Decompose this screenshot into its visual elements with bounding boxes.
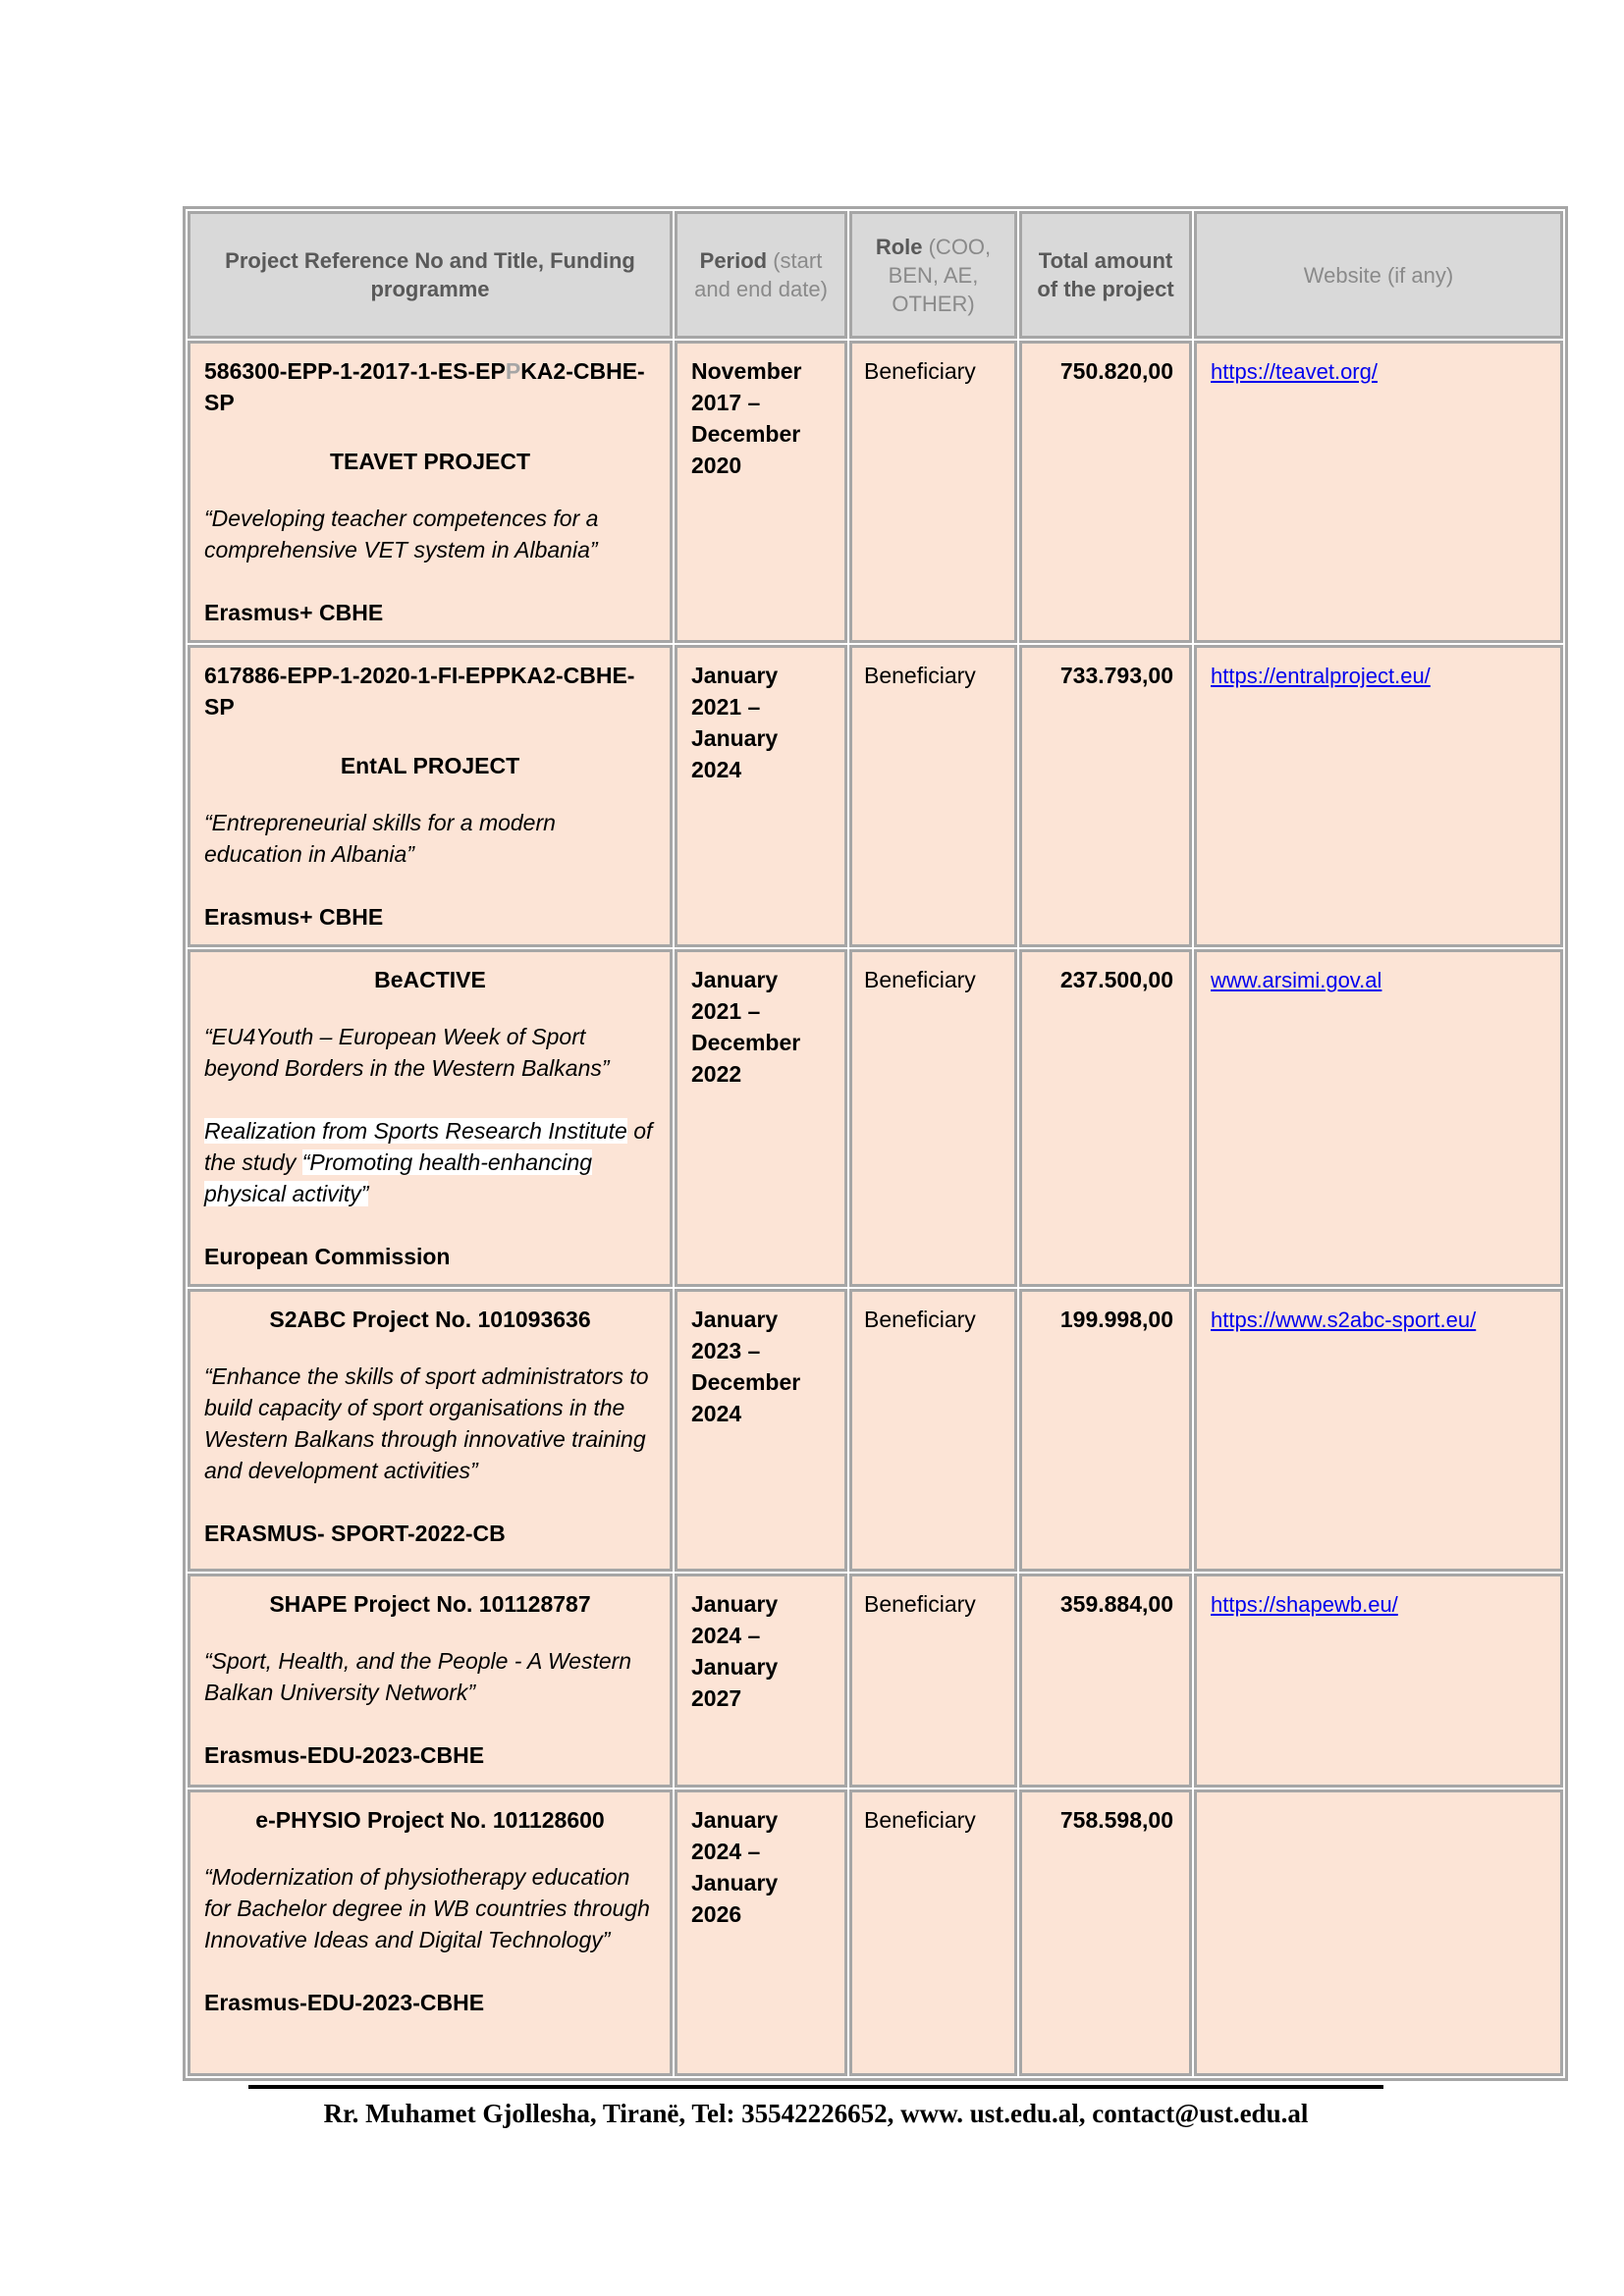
text-run: “Sport, Health, and the People - A Western Balkan University Network”	[204, 1648, 632, 1705]
text-run: Total amount of the project	[1037, 248, 1174, 301]
project-cell	[188, 1574, 673, 1788]
text-run: EntAL PROJECT	[340, 753, 520, 778]
project-programme	[204, 901, 656, 933]
text-run: “Promoting health-enhancing physical activity”	[204, 1149, 593, 1206]
project-programme	[204, 1739, 656, 1771]
project-quote	[204, 1861, 656, 1955]
role-cell: Beneficiary	[849, 1574, 1017, 1788]
website-cell	[1194, 341, 1563, 643]
website-link[interactable]: https://www.s2abc-sport.eu/	[1211, 1308, 1477, 1332]
document-page	[183, 206, 1568, 2081]
project-ref	[204, 355, 656, 418]
text-run: Website (if any)	[1303, 262, 1454, 288]
text-run: Period	[699, 248, 774, 273]
text-run: “Entrepreneurial skills for a modern education in Albania”	[204, 810, 556, 867]
column-header-amount	[1019, 211, 1192, 339]
projects-table	[183, 206, 1568, 2081]
project-quote	[204, 1115, 656, 1209]
project-title	[204, 1804, 656, 1836]
text-run: “Enhance the skills of sport administrators to build capacity of sport organisations in the Western Balkans through innovative training and development activities”	[204, 1363, 649, 1483]
text-run: ERASMUS- SPORT-2022-CB	[204, 1521, 506, 1546]
text-run: S2ABC Project No. 101093636	[269, 1307, 591, 1332]
period-cell: January 2021 – December 2022	[675, 949, 847, 1287]
period-cell: January 2024 – January 2027	[675, 1574, 847, 1788]
project-quote	[204, 503, 656, 565]
text-run: SHAPE Project No. 101128787	[269, 1591, 591, 1617]
role-cell: Beneficiary	[849, 1289, 1017, 1572]
text-run: TEAVET PROJECT	[329, 449, 531, 474]
project-quote	[204, 1021, 656, 1084]
amount-cell: 199.998,00	[1019, 1289, 1192, 1572]
footer-address: Rr. Muhamet Gjollesha, Tiranë, Tel: 35542226652, www. ust.edu.al, contact@ust.edu.al	[323, 2099, 1309, 2128]
project-programme	[204, 1241, 656, 1272]
project-quote	[204, 1361, 656, 1486]
text-run: Erasmus-EDU-2023-CBHE	[204, 1742, 485, 1768]
project-quote	[204, 1645, 656, 1708]
website-link[interactable]: https://shapewb.eu/	[1211, 1592, 1398, 1617]
amount-cell: 758.598,00	[1019, 1789, 1192, 2076]
amount-cell: 750.820,00	[1019, 341, 1192, 643]
text-run: European Commission	[204, 1244, 451, 1269]
role-cell: Beneficiary	[849, 949, 1017, 1287]
project-programme	[204, 1987, 656, 2018]
column-header-period	[675, 211, 847, 339]
table-row	[188, 1789, 1563, 2076]
table-header-row	[188, 211, 1563, 339]
project-title	[204, 1588, 656, 1620]
project-cell	[188, 341, 673, 643]
website-cell	[1194, 645, 1563, 947]
text-run: 586300-EPP-1-2017-1-ES-EP	[204, 358, 506, 384]
role-cell: Beneficiary	[849, 645, 1017, 947]
table-row	[188, 341, 1563, 643]
text-run: Realization from Sports Research Institute	[204, 1118, 627, 1144]
website-cell	[1194, 1574, 1563, 1788]
text-run: BeACTIVE	[374, 967, 486, 992]
project-cell	[188, 645, 673, 947]
amount-cell: 237.500,00	[1019, 949, 1192, 1287]
project-title	[204, 750, 656, 781]
project-programme	[204, 597, 656, 628]
period-cell: January 2023 – December 2024	[675, 1289, 847, 1572]
project-programme	[204, 1518, 656, 1549]
column-header-website	[1194, 211, 1563, 339]
role-cell: Beneficiary	[849, 341, 1017, 643]
text-run: (COO, BEN, AE, OTHER)	[888, 234, 992, 316]
text-run: Erasmus+ CBHE	[204, 904, 384, 930]
project-cell	[188, 1789, 673, 2076]
column-header-role	[849, 211, 1017, 339]
amount-cell: 359.884,00	[1019, 1574, 1192, 1788]
text-run: Role	[875, 234, 929, 259]
project-title	[204, 1304, 656, 1335]
text-run: Project Reference No and Title, Funding programme	[225, 248, 635, 301]
footer-divider	[248, 2085, 1383, 2089]
website-link[interactable]: https://entralproject.eu/	[1211, 664, 1431, 688]
project-cell	[188, 1289, 673, 1572]
project-cell	[188, 949, 673, 1287]
website-cell	[1194, 949, 1563, 1287]
project-title	[204, 964, 656, 995]
text-run: “Modernization of physiotherapy education for Bachelor degree in WB countries through Innovative Ideas and Digital Technology”	[204, 1864, 650, 1952]
website-cell	[1194, 1289, 1563, 1572]
project-title	[204, 446, 656, 477]
website-cell	[1194, 1789, 1563, 2076]
period-cell: January 2024 – January 2026	[675, 1789, 847, 2076]
text-run: Erasmus-EDU-2023-CBHE	[204, 1990, 485, 2015]
text-run: KA2-CBHE-SP	[204, 358, 645, 415]
project-quote	[204, 807, 656, 870]
table-row	[188, 949, 1563, 1287]
table-row	[188, 1574, 1563, 1788]
project-ref	[204, 660, 656, 722]
text-run: “Developing teacher competences for a comprehensive VET system in Albania”	[204, 506, 599, 562]
text-run: (start and end date)	[694, 248, 828, 301]
period-cell: November 2017 – December 2020	[675, 341, 847, 643]
text-run: 617886-EPP-1-2020-1-FI-EPPKA2-CBHE-SP	[204, 663, 635, 720]
role-cell: Beneficiary	[849, 1789, 1017, 2076]
period-cell: January 2021 – January 2024	[675, 645, 847, 947]
table-row	[188, 645, 1563, 947]
website-link[interactable]: https://teavet.org/	[1211, 359, 1378, 384]
table-row	[188, 1289, 1563, 1572]
text-run: “EU4Youth – European Week of Sport beyond Borders in the Western Balkans”	[204, 1024, 610, 1081]
website-link[interactable]: www.arsimi.gov.al	[1211, 968, 1382, 992]
text-run: Erasmus+ CBHE	[204, 600, 384, 625]
text-run: P	[505, 358, 521, 384]
column-header-project	[188, 211, 673, 339]
amount-cell: 733.793,00	[1019, 645, 1192, 947]
text-run: e-PHYSIO Project No. 101128600	[255, 1807, 605, 1833]
text-run: of the study	[204, 1118, 653, 1175]
